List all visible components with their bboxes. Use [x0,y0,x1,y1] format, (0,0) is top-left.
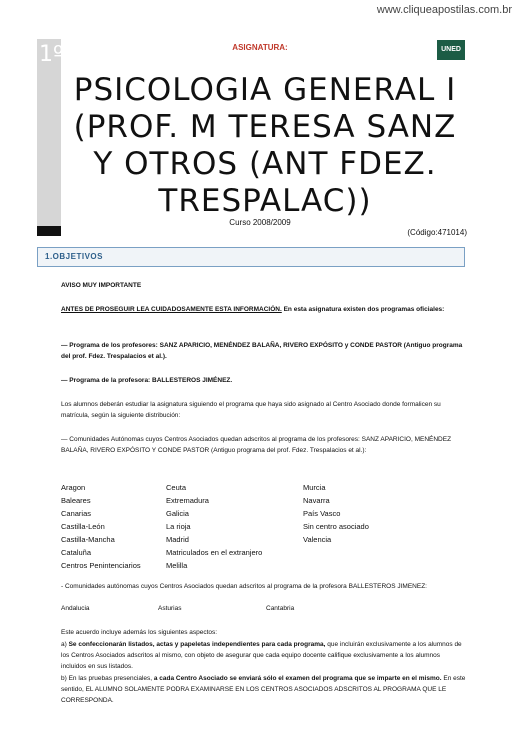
table-cell: Extremadura [166,496,209,505]
year-sidebar-footer [37,226,61,236]
table-cell: Cataluña [61,548,92,557]
acuerdo-intro: Este acuerdo incluye además los siguientes aspectos: [61,629,218,636]
year-sidebar [37,39,64,226]
table-cell: Baleares [61,496,91,505]
asignatura-label: ASIGNATURA: [232,43,288,52]
comunidades-1: — Comunidades Autónomas cuyos Centros Asociados quedan adscritos al programa de los profesores: SANZ APARICIO, MENÉNDEZ BALAÑA, RIVERO EXPÓSITO Y CONDE PASTOR (Antiguo programa del prof. Fdez. Trespalacios et al.): [61,436,452,454]
course-code: (Código:471014) [407,228,467,237]
aspect-a [61,639,467,672]
table-cell: Ceuta [166,483,187,492]
table-cell: Sin centro asociado [303,522,369,531]
year-label: 1º [39,42,64,67]
aspect-b-rest: En este sentido, EL ALUMNO SOLAMENTE PODRA EXAMINARSE EN LOS CENTROS ASOCIADOS ADSCRITOS AL PROGRAMA QUE LE CORRESPONDA. [61,675,466,704]
course-year: Curso 2008/2009 [229,218,291,227]
table1-col3 [303,481,453,546]
notice-rest: En esta asignatura existen dos programas oficiales: [281,306,445,313]
table-cell: Melilla [166,561,188,570]
uned-logo: UNED [437,40,465,60]
table-cell: Galicia [166,509,189,518]
aspect-a-bold: Se confeccionarán listados, actas y papeletas independientes para cada programa, [68,641,326,648]
table2-cell: Cantabria [266,605,295,612]
table1-col2 [166,481,301,572]
aspect-a-rest: que incluirán exclusivamente a los alumnos de los Centros Asociados adscritos al mismo, con objeto de asegurar que cada equipo docente califique exclusivamente a los alumnos incluidos en sus listados. [61,641,462,670]
table-cell: La rioja [166,522,191,531]
table-cell: País Vasco [303,509,341,518]
table-cell: Castilla-Mancha [61,535,115,544]
table-cell: Canarias [61,509,92,518]
aspect-a-prefix: a) [61,641,69,648]
table-cell: Matriculados en el extranjero [166,548,263,557]
table-cell: Madrid [166,535,189,544]
notice-underlined: ANTES DE PROSEGUIR LEA CUIDADOSAMENTE ESTA INFORMACIÓN. [61,306,282,313]
table-cell: Valencia [303,535,332,544]
table-cell: Centros Penintenciarios [61,561,141,570]
comunidades-2: - Comunidades autónomas cuyos Centros Asociados quedan adscritos al programa de la profesora BALLESTEROS JIMENEZ: [61,583,427,590]
aspect-b [61,673,467,706]
table-cell: Murcia [303,483,326,492]
section-title: 1.OBJETIVOS [45,252,103,261]
programa-2: — Programa de la profesora: BALLESTEROS JIMÉNEZ. [61,377,233,384]
watermark: www.cliqueapostilas.com.br [376,4,512,16]
aspect-b-bold: a cada Centro Asociado se enviará sólo el examen del programa que se imparte en el mismo. [153,675,442,682]
table2-cell: Asturias [158,605,182,612]
notice-heading: AVISO MUY IMPORTANTE [61,282,142,289]
course-title: PSICOLOGIA GENERAL I (PROF. M TERESA SANZ Y OTROS (ANT FDEZ. TRESPALAC)) [73,72,457,219]
table2-cell: Andalucia [61,605,90,612]
programa-1: — Programa de los profesores: SANZ APARICIO, MENÉNDEZ BALAÑA, RIVERO EXPÓSITO y CONDE PASTOR (Antiguo programa del prof. Fdez. Trespalacios et al.). [61,342,463,360]
table-cell: Castilla-León [61,522,105,531]
table-cell: Navarra [303,496,330,505]
distribution-intro: Los alumnos deberán estudiar la asignatura siguiendo el programa que haya sido asignado al Centro Asociado donde formalicen su matrícula, según la siguiente distribución: [61,401,441,419]
notice-paragraph [61,304,467,315]
aspect-b-prefix: b) En las pruebas presenciales, [61,675,154,682]
table1-col1 [61,481,161,572]
table-cell: Aragon [61,483,86,492]
